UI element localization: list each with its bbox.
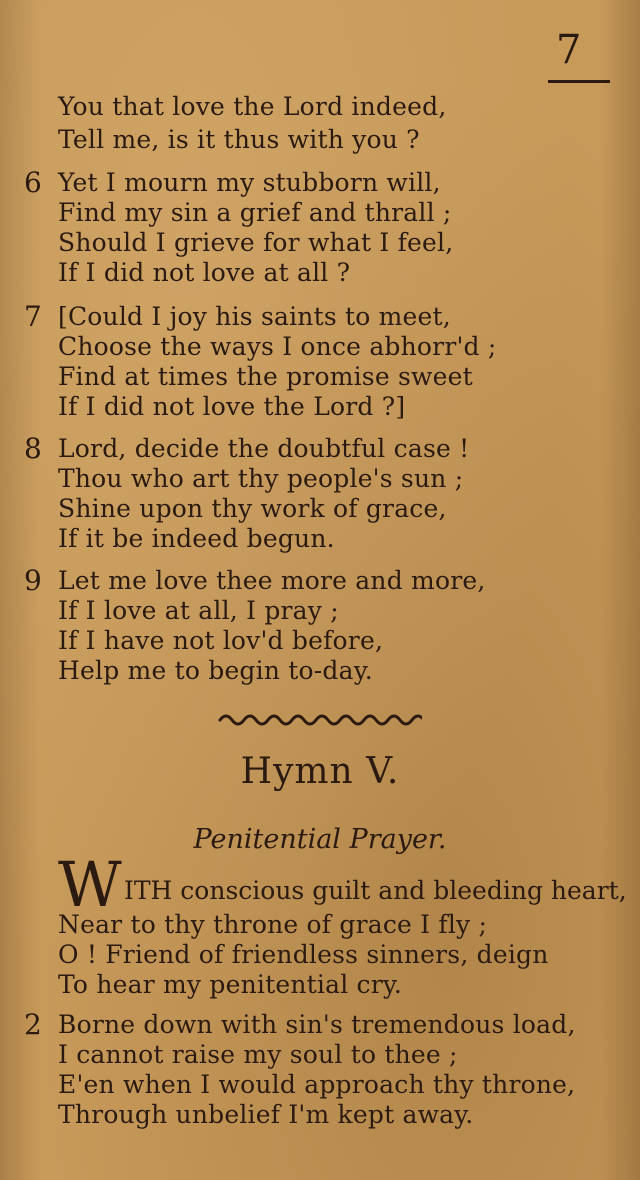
verse-line: Find at times the promise sweet bbox=[58, 362, 473, 391]
verse-line: I cannot raise my soul to thee ; bbox=[58, 1040, 458, 1069]
ornament-divider bbox=[218, 708, 422, 728]
verse-line: Find my sin a grief and thrall ; bbox=[58, 198, 452, 227]
verse-line: Near to thy throne of grace I fly ; bbox=[58, 910, 488, 939]
verse-line: Yet I mourn my stubborn will, bbox=[58, 168, 441, 197]
drop-cap: W bbox=[58, 848, 122, 921]
hymn-subtitle: Penitential Prayer. bbox=[193, 824, 447, 855]
verse-number: 8 bbox=[24, 432, 42, 465]
verse-line: Help me to begin to-day. bbox=[58, 656, 373, 685]
verse-line: Borne down with sin's tremendous load, bbox=[58, 1010, 576, 1039]
verse-line: Tell me, is it thus with you ? bbox=[58, 125, 420, 154]
verse-line: To hear my penitential cry. bbox=[58, 970, 403, 999]
verse-line: If I love at all, I pray ; bbox=[58, 596, 339, 625]
verse-line: Choose the ways I once abhorr'd ; bbox=[58, 332, 497, 361]
verse-line: If it be indeed begun. bbox=[58, 524, 335, 553]
verse-line: Thou who art thy people's sun ; bbox=[58, 464, 464, 493]
verse-line: You that love the Lord indeed, bbox=[58, 92, 447, 121]
verse-line: Through unbelief I'm kept away. bbox=[58, 1100, 474, 1129]
verse-line: If I did not love the Lord ?] bbox=[58, 392, 406, 421]
hymn-title: Hymn V. bbox=[240, 751, 400, 792]
verse-line: Shine upon thy work of grace, bbox=[58, 494, 447, 523]
verse-line: If I have not lov'd before, bbox=[58, 626, 384, 655]
verse-line: Should I grieve for what I feel, bbox=[58, 228, 454, 257]
verse-line: E'en when I would approach thy throne, bbox=[58, 1070, 576, 1099]
verse-number: 2 bbox=[24, 1008, 42, 1041]
verse-line: [Could I joy his saints to meet, bbox=[58, 302, 451, 331]
verse-line: ITH conscious guilt and bleeding heart, bbox=[124, 876, 627, 905]
verse-number: 9 bbox=[24, 564, 42, 597]
verse-line: Lord, decide the doubtful case ! bbox=[58, 434, 470, 463]
verse-line: If I did not love at all ? bbox=[58, 258, 351, 287]
page-number-rule bbox=[548, 80, 610, 83]
verse-number: 6 bbox=[24, 166, 42, 199]
verse-line: O ! Friend of friendless sinners, deign bbox=[58, 940, 549, 969]
verse-number: 7 bbox=[24, 300, 42, 333]
page-number: 7 bbox=[556, 27, 582, 73]
verse-line: Let me love thee more and more, bbox=[58, 566, 486, 595]
